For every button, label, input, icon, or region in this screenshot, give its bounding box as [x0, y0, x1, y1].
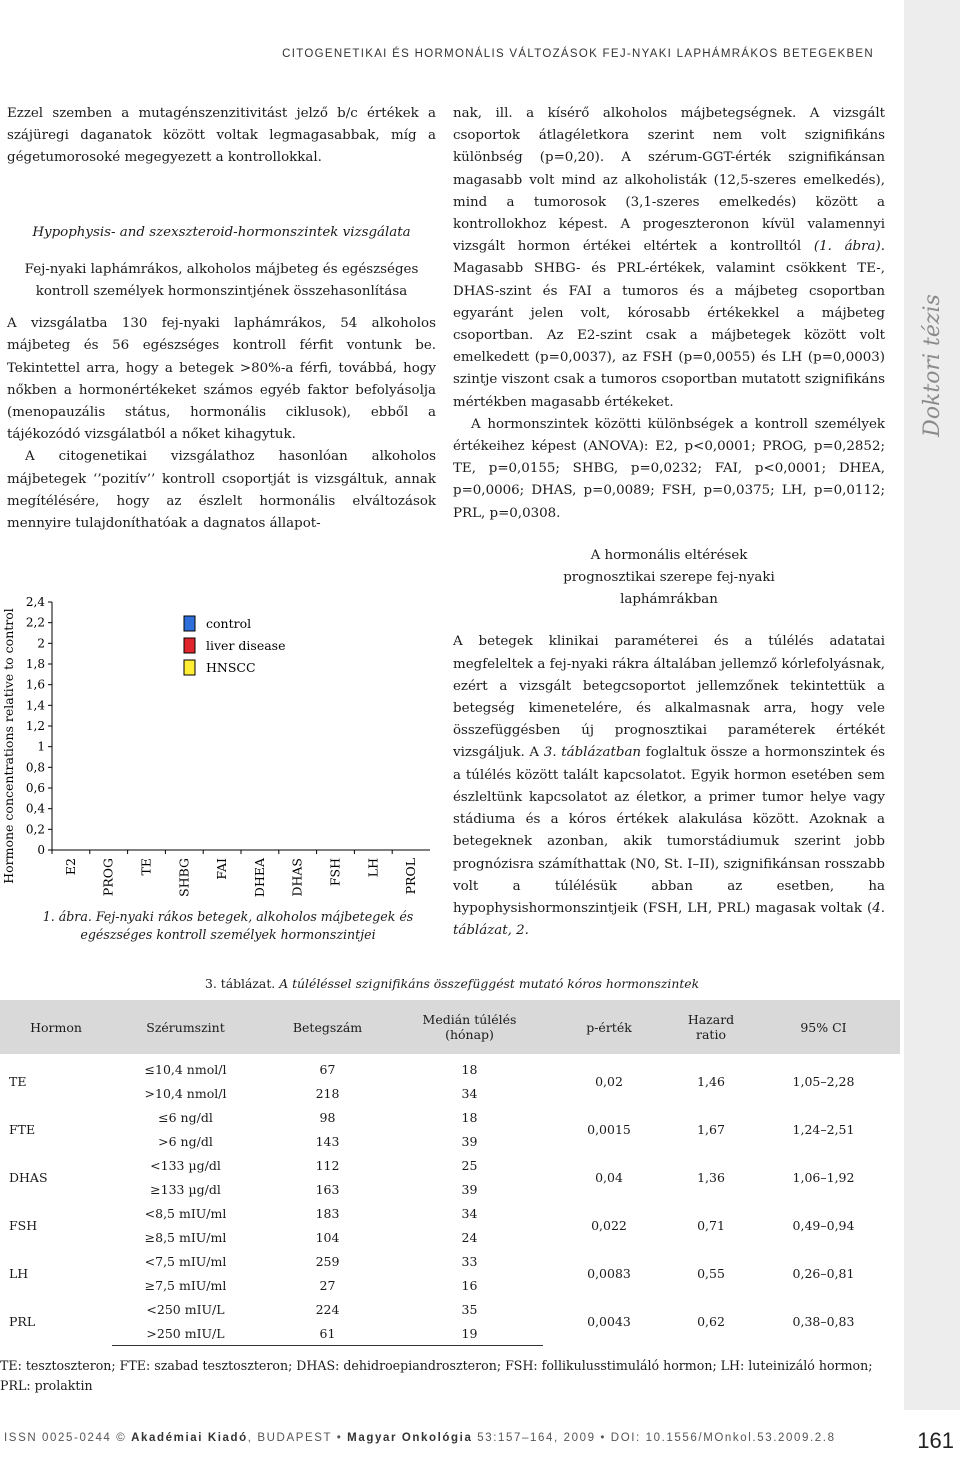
serum-level: ≤10,4 nmol/l — [144, 1061, 227, 1077]
y-tick-label: 1,4 — [25, 698, 45, 713]
x-tick-label: DHAS — [289, 858, 305, 897]
confidence-interval: 1,05–2,28 — [792, 1073, 855, 1089]
hormone-name: FTE — [9, 1121, 36, 1137]
y-tick-label: 0,2 — [25, 822, 45, 837]
confidence-interval: 0,26–0,81 — [792, 1265, 855, 1281]
journal-name: Magyar Onkológia — [347, 1432, 473, 1444]
table-row — [0, 1201, 900, 1225]
median-survival: 35 — [461, 1301, 478, 1317]
y-tick-label: 0 — [37, 843, 45, 857]
figure-caption — [18, 908, 438, 944]
median-survival: 34 — [461, 1085, 478, 1101]
y-tick-label: 1 — [37, 739, 45, 754]
x-tick-label: PROG — [100, 858, 116, 897]
hormone-bar-chart — [0, 590, 440, 950]
patient-count: 143 — [315, 1133, 340, 1149]
hormone-name: FSH — [9, 1217, 38, 1233]
median-survival: 19 — [396, 1321, 543, 1346]
paragraph: A vizsgálatba 130 fej-nyaki laphámrákos, 54 alkoholos májbeteg és 56 egészséges kontroll férfit vontunk be. Tekintettel arra, hogy a betegek >80%-a férfi, továbbá, hogy nőkben a hormonértékeket számos egyéb faktor befolyásolja (menopauzális státus, hormonális ciklusok), ebből a tájékozódó vizsgálatból a nőket kihagytuk. — [7, 316, 436, 443]
table-footnote: TE: tesztoszteron; FTE: szabad tesztoszteron; DHAS: dehidroepiandroszteron; FSH: follikulusstimuláló hormon; LH: luteinizáló hormon; PRL: prolaktin — [0, 1358, 873, 1393]
p-value: 0,0083 — [587, 1265, 631, 1281]
median-survival: 16 — [461, 1277, 478, 1293]
table-caption — [205, 976, 699, 991]
paragraph: A betegek klinikai paraméterei és a túlélés adatatai megfeleltek a fej-nyaki rákra általában jellemző kórlefolyásnak, ezért a vizsgált betegcsoportot jellemzőnek tekintettük a betegség kimenetelére, és alkalmasnak arra, hogy vele összefüggésben új prognosztikai paraméterek értékét vizsgáljuk. A 3. táblázatban foglaltuk össze a hormonszintek és a túlélés között talált kapcsolatot. Egyik hormon esetében sem észleltünk kapcsolatot az életkor, a primer tumor helye vagy stádiuma és a kóros értékek alakulása között. Azoknak a betegeknek azonban, akik tumorstádiumuk szerint jobb prognózisra számíthattak (N0, St. I–II), szignifikánsan rosszabb volt a túlélésük abban az esetben, ha hypophysishormonszintjeik (FSH, LH, PRL) magasak voltak (4. táblázat, 2. — [453, 634, 885, 939]
patient-count: 224 — [315, 1301, 340, 1317]
paragraph: nak, ill. a kísérő alkoholos májbetegségnek. A vizsgált csoportok átlagéletkora szerint nem volt szignifikáns különbség (p=0,20). A szérum-GGT-érték szignifikánsan magasabb volt mind az alkoholisták (12,5-szeres emelkedés), mind a tumorosok (3,1-szeres emelkedés) között a kontrollokhoz képest. A progeszteronon kívül valamennyi vizsgált hormon értékei eltértek a kontrolltól (1. ábra). Magasabb SHBG- és PRL-értékek, valamint csökkent TE-, DHAS-szint és FAI a tumoros és a májbeteg csoportban egyaránt jelen volt, kórosabb értékekkel a májbeteg csoportban. Az E2-szint csak a májbetegek között volt emelkedett (p=0,0037), az FSH (p=0,0055) és LH (p=0,0003) szintje viszont csak a tumoros csoportban mutatott szignifikáns mértékben magasabb értékeket. — [453, 106, 886, 410]
y-tick-label: 1,6 — [25, 677, 45, 692]
survival-table — [0, 1000, 900, 1346]
x-tick-label: SHBG — [176, 858, 192, 897]
hazard-ratio: 0,55 — [697, 1265, 725, 1281]
hazard-ratio: 0,62 — [697, 1313, 725, 1329]
hazard-ratio: 1,46 — [697, 1073, 725, 1089]
serum-level: >6 ng/dl — [158, 1133, 213, 1149]
table-row — [0, 1105, 900, 1129]
chart-canvas — [0, 590, 440, 910]
hormone-name: PRL — [9, 1313, 36, 1329]
table-label: 3. táblázat. — [205, 976, 276, 991]
left-column — [7, 103, 436, 535]
sidebar-band — [904, 0, 960, 1410]
y-tick-label: 2 — [37, 636, 45, 651]
legend-label: control — [206, 616, 252, 631]
header-hazard-ratio: Hazard ratio — [675, 1000, 747, 1054]
median-survival: 39 — [461, 1133, 478, 1149]
header-szerumszint: Szérumszint — [112, 1000, 259, 1054]
serum-level: ≤6 ng/dl — [158, 1109, 213, 1125]
y-tick-label: 2,2 — [25, 615, 45, 630]
hazard-ratio: 1,36 — [697, 1169, 725, 1185]
serum-level: >10,4 nmol/l — [144, 1085, 227, 1101]
table-row — [0, 1153, 900, 1177]
figure-label: 1. ábra. — [42, 909, 92, 924]
x-tick-label: FSH — [327, 858, 343, 887]
legend-swatch — [184, 660, 195, 675]
y-tick-label: 0,8 — [25, 760, 45, 775]
hormone-name: LH — [9, 1265, 29, 1281]
serum-level: ≥133 µg/dl — [150, 1181, 221, 1197]
x-tick-label: TE — [138, 858, 154, 876]
header-p-value: p-érték — [543, 1000, 675, 1054]
median-survival: 24 — [461, 1229, 478, 1245]
paragraph: A hormonszintek közötti különbségek a kontroll személyek értékeihez képest (ANOVA): E2, p<0,0001; PROG, p=0,2852; TE, p=0,0155; SHBG, p=0,0232; FAI, p<0,0001; DHEA, p=0,0006; DHAS, p=0,0089; FSH, p=0,0375; LH, p=0,0112; PRL, p=0,0308. — [453, 416, 885, 521]
paragraph: A citogenetikai vizsgálathoz hasonlóan alkoholos májbetegek ‘’pozitív’’ kontroll csoportját is vizsgáltuk, annak megítélésére, hogy az észlelt hormonális elváltozások mennyire tulajdoníthatóak a dagnatos állapot- — [7, 449, 436, 532]
patient-count: 259 — [315, 1253, 340, 1269]
page-number: 161 — [917, 1428, 954, 1453]
confidence-interval: 1,06–1,92 — [792, 1169, 855, 1185]
legend-label: HNSCC — [206, 660, 256, 675]
patient-count: 104 — [315, 1229, 340, 1245]
x-tick-label: LH — [365, 858, 381, 878]
hormone-name: TE — [9, 1073, 27, 1089]
right-column — [453, 103, 885, 942]
table-row — [0, 1054, 900, 1081]
publisher: Akadémiai Kiadó — [131, 1432, 248, 1444]
median-survival: 34 — [461, 1205, 478, 1221]
section-title: Hypophysis- and szexszteroid-hormonszintek vizsgálata — [32, 224, 411, 240]
paragraph: Ezzel szemben a mutagénszenzitivitást jelző b/c értékek a szájüregi daganatok között voltak legmagasabbak, míg a gégetumorosoké megegyezett a kontrollokkal. — [7, 106, 436, 166]
patient-count: 61 — [259, 1321, 396, 1346]
patient-count: 218 — [315, 1085, 340, 1101]
median-survival: 39 — [461, 1181, 478, 1197]
patient-count: 98 — [319, 1109, 336, 1125]
x-tick-label: E2 — [62, 858, 78, 876]
x-tick-label: PROL — [403, 858, 419, 895]
serum-level: ≥7,5 mIU/ml — [144, 1277, 227, 1293]
y-tick-label: 1,8 — [25, 657, 45, 671]
y-tick-label: 1,2 — [25, 719, 45, 733]
confidence-interval: 0,49–0,94 — [792, 1217, 855, 1233]
p-value: 0,04 — [595, 1169, 623, 1185]
figure-caption-text: Fej-nyaki rákos betegek, alkoholos májbetegek és egészséges kontroll személyek hormonszintjei — [80, 909, 414, 942]
y-tick-label: 0,6 — [25, 781, 45, 795]
table-caption-text: A túléléssel szignifikáns összefüggést mutató kóros hormonszintek — [275, 976, 700, 991]
serum-level: <133 µg/dl — [150, 1157, 221, 1173]
patient-count: 163 — [315, 1181, 340, 1197]
header-median: Medián túlélés (hónap) — [396, 1000, 543, 1054]
confidence-interval: 0,38–0,83 — [792, 1313, 855, 1329]
y-tick-label: 0,4 — [25, 801, 45, 816]
median-survival: 18 — [461, 1109, 478, 1125]
table-row — [0, 1249, 900, 1273]
y-axis-label: Hormone concentrations relative to control — [1, 608, 16, 884]
serum-level: <250 mIU/L — [146, 1301, 225, 1317]
x-tick-label: DHEA — [251, 858, 267, 898]
hazard-ratio: 1,67 — [697, 1121, 725, 1137]
patient-count: 67 — [319, 1061, 336, 1077]
confidence-interval: 1,24–2,51 — [792, 1121, 855, 1137]
sidebar-label: Doktori tézis — [919, 293, 945, 437]
p-value: 0,0043 — [587, 1313, 631, 1329]
legend-swatch — [184, 616, 195, 631]
p-value: 0,02 — [595, 1073, 623, 1089]
legend-swatch — [184, 638, 195, 653]
hormone-name: DHAS — [9, 1169, 48, 1185]
serum-level: ≥8,5 mIU/ml — [144, 1229, 227, 1245]
p-value: 0,0015 — [587, 1121, 631, 1137]
y-tick-label: 2,4 — [25, 595, 45, 609]
patient-count: 27 — [319, 1277, 336, 1293]
section-title: A hormonális eltérések prognosztikai szerepe fej-nyaki laphámrákban — [563, 547, 775, 608]
subsection-title: Fej-nyaki laphámrákos, alkoholos májbeteg és egészséges kontroll személyek hormonszintjének összehasonlítása — [24, 261, 419, 300]
table-reference: 4. táblázat, 2. — [453, 900, 885, 939]
x-tick-label: FAI — [214, 858, 230, 880]
median-survival: 18 — [461, 1061, 478, 1077]
legend-label: liver disease — [206, 638, 286, 653]
running-head: CITOGENETIKAI ÉS HORMONÁLIS VÁLTOZÁSOK FEJ-NYAKI LAPHÁMRÁKOS BETEGEKBEN — [282, 48, 874, 60]
page-footer: ISSN 0025-0244 © Akadémiai Kiadó, BUDAPEST • Magyar Onkológia 53:157–164, 2009 • DOI: 10.1556/MOnkol.53.2009.2.8 — [4, 1432, 836, 1444]
figure-reference: (1. ábra) — [813, 239, 881, 255]
header-betegszam: Betegszám — [259, 1000, 396, 1054]
header-hormon: Hormon — [0, 1000, 112, 1054]
patient-count: 112 — [315, 1157, 340, 1173]
serum-level: >250 mIU/L — [112, 1321, 259, 1346]
table-row — [0, 1297, 900, 1321]
median-survival: 33 — [461, 1253, 478, 1269]
table-body — [0, 1054, 900, 1346]
hazard-ratio: 0,71 — [697, 1217, 725, 1233]
serum-level: <7,5 mIU/ml — [144, 1253, 227, 1269]
serum-level: <8,5 mIU/ml — [144, 1205, 227, 1221]
patient-count: 183 — [315, 1205, 340, 1221]
median-survival: 25 — [461, 1157, 478, 1173]
p-value: 0,022 — [591, 1217, 627, 1233]
table-header-row — [0, 1000, 900, 1054]
header-ci: 95% CI — [747, 1000, 900, 1054]
table-reference: 3. táblázatban — [543, 745, 642, 761]
